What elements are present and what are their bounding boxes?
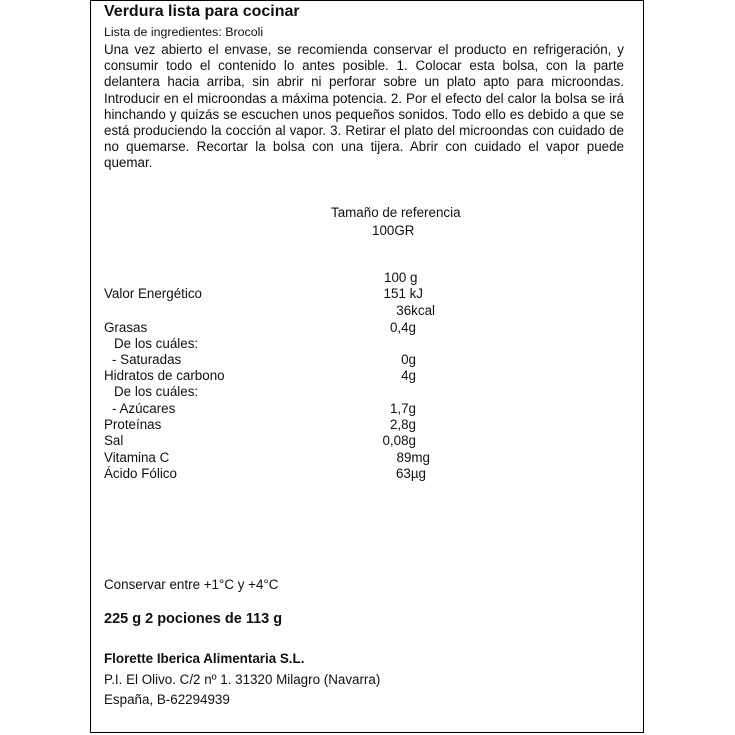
reference-size-label: Tamaño de referencia [331, 205, 461, 220]
fat-of-which-label: De los cuáles: [114, 336, 199, 351]
protein-label: Proteínas [104, 417, 162, 432]
carbs-of-which-label: De los cuáles: [114, 384, 199, 399]
storage-instructions: Conservar entre +1°C y +4°C [104, 577, 279, 592]
cooking-instructions: Una vez abierto el envase, se recomienda conservar el producto en refrigeración, y consumir todo el contenido lo antes posible. 1. Colocar esta bolsa, con la parte delantera hacia arriba, sin abrir ni perforar sobre un plato apto para microondas. Introducir en el microondas a máxima potencia. 2. Por el efecto del calor la bolsa se irá hinchando y quizás se escuchen unos pequeños sonidos. Todo ello es debido a que se está produciendo la cocción al vapor. 3. Retirar el plato del microondas con cuidado de no quemarse. Recortar la bolsa con una tijera. Abrir con cuidado el vapor puede quemar. [104, 42, 624, 171]
sugars-label: - Azúcares [112, 401, 176, 416]
energy-label: Valor Energético [104, 286, 203, 301]
nutrition-column-header: 100 g [384, 270, 418, 285]
net-weight: 225 g 2 pociones de 113 g [104, 611, 283, 627]
carbs-label: Hidratos de carbono [104, 368, 225, 383]
company-name: Florette Iberica Alimentaria S.L. [104, 651, 305, 666]
energy-kj-value: 151 kJ [383, 286, 423, 301]
salt-label: Sal [104, 433, 124, 448]
vitamin-c-label: Vitamina C [104, 450, 170, 465]
vitamin-c-value: 89mg [396, 450, 430, 465]
sugars-value: 1,7g [389, 401, 416, 416]
protein-value: 2,8g [389, 417, 416, 432]
saturated-value: 0g [401, 352, 416, 367]
company-country-id: España, B-62294939 [104, 692, 230, 707]
folic-acid-label: Ácido Fólico [104, 466, 177, 481]
carbs-value: 4g [401, 368, 416, 383]
ingredients-list: Lista de ingredientes: Brocoli [104, 25, 264, 39]
reference-size-value: 100GR [372, 223, 415, 238]
fat-value: 0,4g [389, 320, 416, 335]
saturated-label: - Saturadas [112, 352, 182, 367]
salt-value: 0,08g [382, 433, 416, 448]
fat-label: Grasas [104, 320, 148, 335]
company-address: P.I. El Olivo. C/2 nº 1. 31320 Milagro (Navarra) [104, 672, 381, 687]
product-title: Verdura lista para cocinar [104, 3, 300, 20]
energy-kcal-value: 36kcal [396, 303, 435, 318]
folic-acid-value: 63µg [395, 466, 426, 481]
